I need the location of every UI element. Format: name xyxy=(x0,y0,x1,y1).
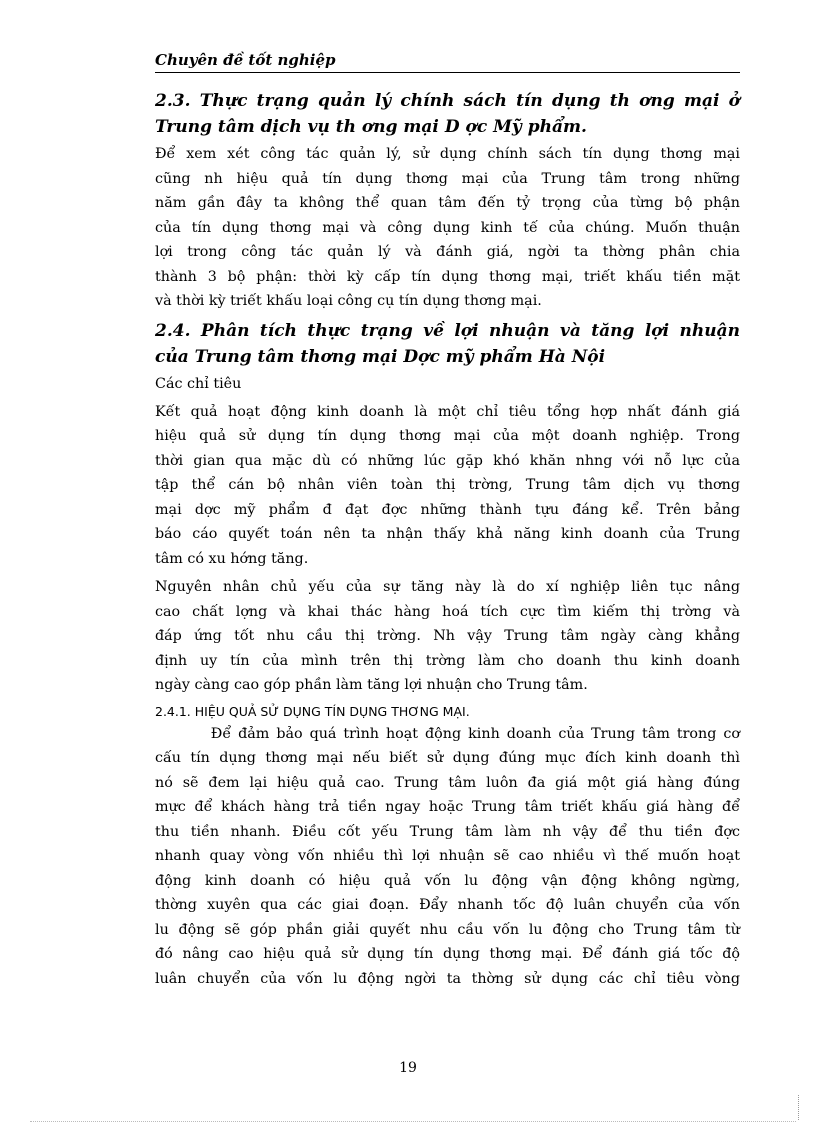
text-line: lợi trong công tác quản lý và đánh giá, ngời ta thờng phân chia xyxy=(155,244,740,260)
heading-line: của Trung tâm thơng mại Dợc mỹ phẩm Hà Nội xyxy=(155,346,606,367)
text-line: báo cáo quyết toán nên ta nhận thấy khả năng kinh doanh của Trung xyxy=(155,526,740,542)
text-line: động kinh doanh có hiệu quả vốn lu động vận động không ngừng, xyxy=(155,872,740,889)
text-line: lu động sẽ góp phần giải quyết nhu cầu vốn lu động cho Trung tâm từ xyxy=(155,921,740,938)
running-header xyxy=(155,50,740,73)
text-line: đáp ứng tốt nhu cầu thị trờng. Nh vậy Trung tâm ngày càng khẳng xyxy=(155,628,740,644)
text-line: cũng nh hiệu quả tín dụng thơng mại của Trung tâm trong những xyxy=(155,170,740,187)
text-line: định uy tín của mình trên thị trờng làm cho doanh thu kinh doanh xyxy=(155,652,740,669)
text-line: Để xem xét công tác quản lý, sử dụng chính sách tín dụng thơng mại xyxy=(155,146,740,162)
text-line: Nguyên nhân chủ yếu của sự tăng này là do xí nghiệp liên tục nâng xyxy=(155,579,740,595)
section-2-4-paragraph-2 xyxy=(155,575,740,698)
text-line: thành 3 bộ phận: thời kỳ cấp tín dụng thơng mại, triết khấu tiền mặt xyxy=(155,268,740,285)
text-line: thờng xuyên qua các giai đoạn. Đẩy nhanh tốc độ luân chuyển của vốn xyxy=(155,897,740,913)
text-line: đó nâng cao hiệu quả sử dụng tín dụng thơng mại. Để đánh giá tốc độ xyxy=(155,946,740,962)
text-line: mực để khách hàng trả tiền ngay hoặc Trung tâm triết khấu giá hàng để xyxy=(155,799,740,815)
text-line: nó sẽ đem lại hiệu quả cao. Trung tâm luôn đa giá một giá hàng đúng xyxy=(155,774,740,791)
section-2-4-1-paragraph xyxy=(155,722,740,992)
text-line: thu tiền nhanh. Điều cốt yếu Trung tâm làm nh vậy để thu tiền đợc xyxy=(155,823,740,840)
text-line: của tín dụng thơng mại và công dụng kinh tế của chúng. Muốn thuận xyxy=(155,219,740,236)
page-edge-marker xyxy=(798,1095,800,1120)
text-line: cao chất lợng và khai thác hàng hoá tích cực tìm kiếm thị trờng và xyxy=(155,603,740,620)
text-line: thời gian qua mặc dù có những lúc gặp khó khăn nhng với nỗ lực của xyxy=(155,452,740,469)
section-2-4-1-heading: 2.4.1. HIỆU QUẢ SỬ DỤNG TÍN DỤNG THƠNG MẠI. xyxy=(155,703,470,719)
page-body xyxy=(155,88,740,995)
section-2-4-paragraph-1 xyxy=(155,400,740,572)
text-line: ngày càng cao góp phần làm tăng lợi nhuận cho Trung tâm. xyxy=(155,677,588,693)
page-number: 19 xyxy=(399,1060,417,1076)
heading-line: 2.3. Thực trạng quản lý chính sách tín dụng th ơng mại ở xyxy=(155,91,740,111)
section-2-4-subtitle: Các chỉ tiêu xyxy=(155,375,242,392)
section-2-4-heading xyxy=(155,318,740,370)
page-bottom-border xyxy=(30,1121,796,1122)
text-line: năm gần đây ta không thể quan tâm đến tỷ trọng của từng bộ phận xyxy=(155,195,740,211)
section-2-3-heading xyxy=(155,88,740,140)
text-line: và thời kỳ triết khấu loại công cụ tín dụng thơng mại. xyxy=(155,293,542,309)
section-2-3-paragraph xyxy=(155,142,740,314)
text-line: Kết quả hoạt động kinh doanh là một chỉ tiêu tổng hợp nhất đánh giá xyxy=(155,403,740,420)
text-line: mại dợc mỹ phẩm đ đạt đợc những thành tựu đáng kể. Trên bảng xyxy=(155,501,740,518)
heading-line: 2.4. Phân tích thực trạng về lợi nhuận và tăng lợi nhuận xyxy=(155,320,740,341)
text-line: Để đảm bảo quá trình hoạt động kinh doanh của Trung tâm trong cơ xyxy=(155,725,740,742)
text-line: tâm có xu hớng tăng. xyxy=(155,550,309,567)
text-line: tập thể cán bộ nhân viên toàn thị trờng, Trung tâm dịch vụ thơng xyxy=(155,477,740,493)
heading-line: Trung tâm dịch vụ th ơng mại D ợc Mỹ phẩm. xyxy=(155,117,587,137)
text-line: nhanh quay vòng vốn nhiều thì lợi nhuận sẽ cao nhiều vì thế muốn hoạt xyxy=(155,848,740,864)
text-line: luân chuyển của vốn lu động ngời ta thờng sử dụng các chỉ tiêu vòng xyxy=(155,970,740,987)
text-line: hiệu quả sử dụng tín dụng thơng mại của một doanh nghiệp. Trong xyxy=(155,428,740,444)
header-title: Chuyên đề tốt nghiệp xyxy=(155,51,336,69)
text-line: cấu tín dụng thơng mại nếu biết sử dụng đúng mục đích kinh doanh thì xyxy=(155,750,740,766)
